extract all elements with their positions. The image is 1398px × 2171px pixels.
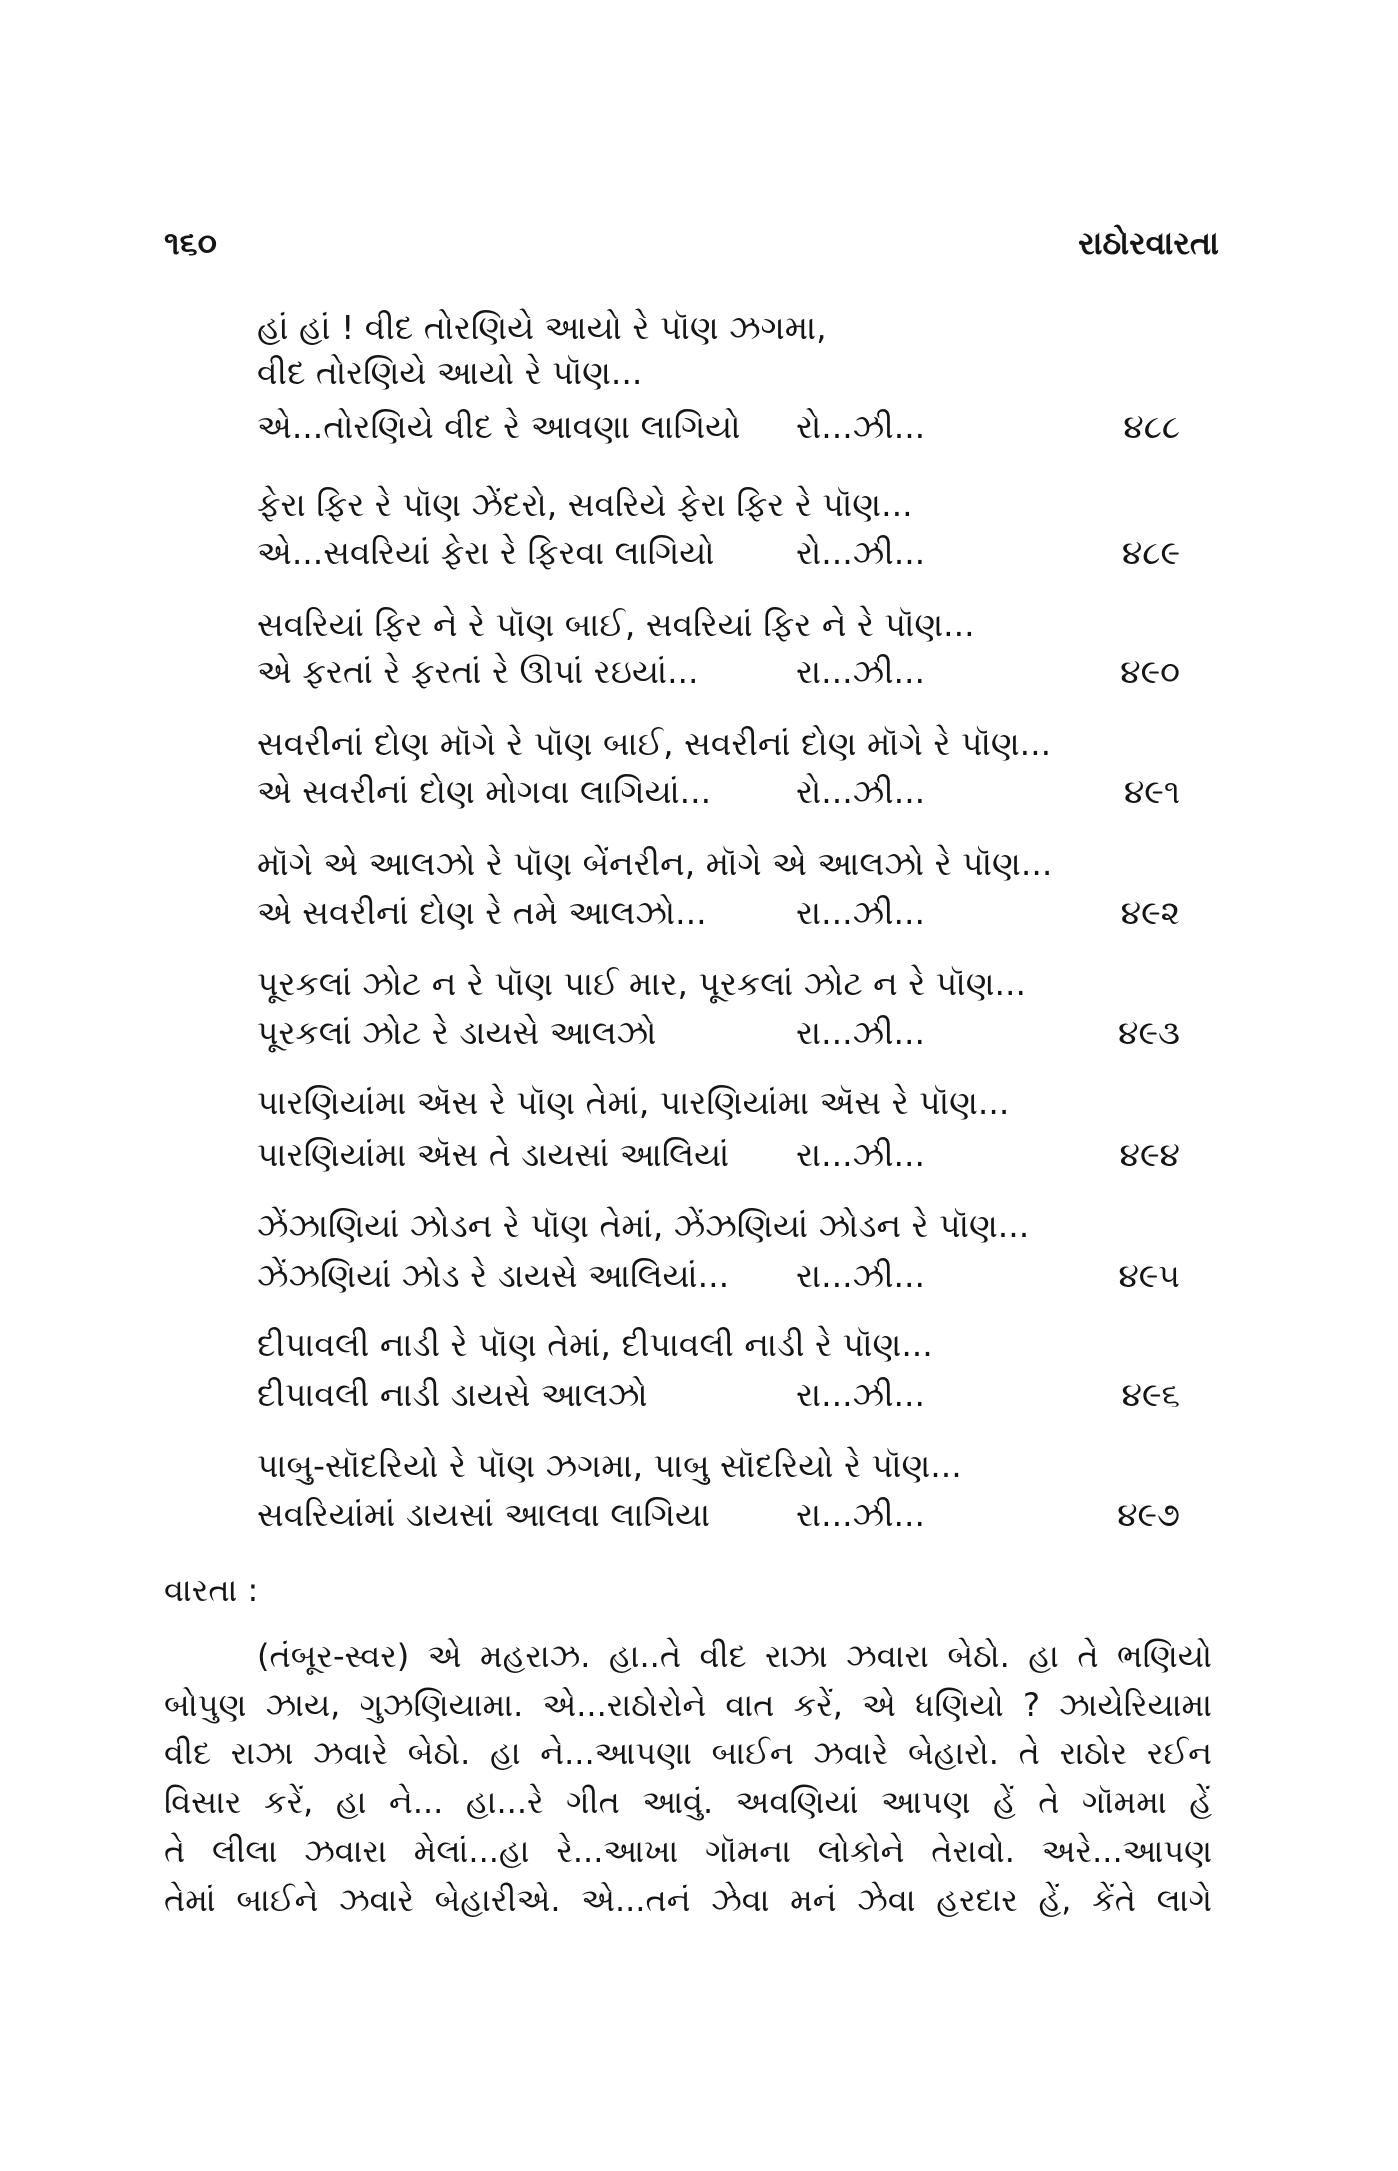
verse-line: એ...સવરિયાં ફેરા રે ફિરવા લાગિયો bbox=[257, 533, 715, 572]
verse-line: એ સવરીનાં દોણ રે તમે આલઝો... bbox=[257, 893, 707, 932]
verse-refrain: રા...ઝી... bbox=[796, 1495, 926, 1534]
prose-line: વીદ રાઝા ઝવારે બેઠો. હા ને...આપણા બાઈન ઝવારે બેહારો. તે રાઠોર રઈન bbox=[164, 1734, 1212, 1772]
verse-line: સવરિયાં ફિર ને રે પૉણ બાઈ, સવરિયાં ફિર ને રે પૉણ... bbox=[257, 605, 975, 644]
prose-line: (તંબૂર-સ્વર) એ મહરાઝ. હા..તે વીદ રાઝા ઝવારા બેઠો. હા તે ભણિયો bbox=[257, 1637, 1212, 1675]
verse-number: ૪૯૦ bbox=[1120, 652, 1180, 691]
verse-line: પૂરકલાં ઝોટ રે ડાયસે આલઝો bbox=[257, 1013, 657, 1052]
verse-line: એ...તોરણિયે વીદ રે આવણા લાગિયો bbox=[257, 407, 741, 446]
verse-number: ૪૯૩ bbox=[1118, 1013, 1180, 1052]
verse-line: હાં હાં ! વીદ તોરણિયે આયો રે પૉણ ઝગમા, bbox=[257, 308, 827, 347]
verse-line: સવરિયાંમાં ડાયસાં આલવા લાગિયા bbox=[257, 1495, 711, 1534]
section-label: વારતા : bbox=[164, 1571, 259, 1609]
verse-line: ઝેંઝાણિયાં ઝોડન રે પૉણ તેમાં, ઝેંઝણિયાં ઝોડન રે પૉણ... bbox=[257, 1206, 1030, 1245]
verse-number: ૪૮૯ bbox=[1121, 533, 1180, 572]
verse-line: એ ફરતાં રે ફરતાં રે ઊપાં રઇયાં... bbox=[257, 652, 699, 691]
verse-refrain: રા...ઝી... bbox=[796, 652, 926, 691]
verse-line: ફેરા ફિર રે પૉણ ઝેંદરો, સવરિયે ફેરા ફિર રે પૉણ... bbox=[257, 485, 913, 524]
page-number: ૧૬૦ bbox=[164, 224, 217, 262]
verse-number: ૪૯૪ bbox=[1119, 1135, 1180, 1174]
verse-line: પાબુ-સૉદરિયો રે પૉણ ઝગમા, પાબુ સૉદરિયો રે પૉણ... bbox=[257, 1446, 962, 1485]
verse-refrain: રા...ઝી... bbox=[796, 1256, 926, 1295]
verse-line: પારણિયાંમા ઍસ રે પૉણ તેમાં, પારણિયાંમા ઍસ રે પૉણ... bbox=[257, 1083, 1010, 1122]
verse-line: સવરીનાં દોણ મૉગે રે પૉણ બાઈ, સવરીનાં દોણ મૉગે રે પૉણ... bbox=[257, 724, 1052, 763]
verse-line: દીપાવલી નાડી ડાયસે આલઝો bbox=[257, 1375, 648, 1414]
verse-number: ૪૯૨ bbox=[1120, 893, 1180, 932]
verse-refrain: રા...ઝી... bbox=[796, 893, 926, 932]
prose-line: વિસાર કરેં, હા ને... હા...રે ગીત આવું. અવણિયાં આપણ હેં તે ગૉમમા હેં bbox=[164, 1783, 1212, 1821]
verse-refrain: રા...ઝી... bbox=[796, 1013, 926, 1052]
verse-line: ઝેંઝણિયાં ઝોડ રે ડાયસે આલિયાં... bbox=[257, 1256, 730, 1295]
prose-line: તે લીલા ઝવારા મેલાં...હા રે...આખા ગૉમના લોકોને તેરાવો. અરે...આપણ bbox=[164, 1832, 1212, 1870]
verse-refrain: રો...ઝી... bbox=[796, 407, 926, 446]
verse-refrain: રા...ઝી... bbox=[796, 1375, 926, 1414]
verse-number: ૪૯૧ bbox=[1123, 772, 1180, 811]
verse-number: ૪૯૬ bbox=[1121, 1375, 1180, 1414]
running-title: રાઠોરવારતા bbox=[1078, 224, 1219, 262]
verse-number: ૪૯૫ bbox=[1118, 1256, 1180, 1295]
verse-number: ૪૮૮ bbox=[1123, 407, 1180, 446]
verse-line: એ સવરીનાં દોણ મોગવા લાગિયાં... bbox=[257, 772, 712, 811]
verse-refrain: રો...ઝી... bbox=[796, 533, 926, 572]
verse-line: દીપાવલી નાડી રે પૉણ તેમાં, દીપાવલી નાડી રે પૉણ... bbox=[257, 1325, 933, 1364]
verse-refrain: રા...ઝી... bbox=[796, 1135, 926, 1174]
prose-line: બોપુણ ઝાય, ગુઝણિયામા. એ...રાઠોરોને વાત કરેં, એ ધણિયો ? ઝાયેરિયામા bbox=[164, 1686, 1212, 1724]
verse-refrain: રો...ઝી... bbox=[796, 772, 926, 811]
prose-line: તેમાં બાઈને ઝવારે બેહારીએ. એ...તનં ઝેવા મનં ઝેવા હરદાર હેં, કેંતે લાગે bbox=[164, 1881, 1212, 1919]
verse-line: વીદ તોરણિયે આયો રે પૉણ... bbox=[257, 353, 643, 392]
verse-line: પૂરકલાં ઝોટ ન રે પૉણ પાઈ માર, પૂરકલાં ઝોટ ન રે પૉણ... bbox=[257, 964, 1026, 1003]
verse-line: પારણિયાંમા ઍસ તે ડાયસાં આલિયાં bbox=[257, 1135, 730, 1174]
verse-number: ૪૯૭ bbox=[1117, 1495, 1180, 1534]
verse-line: મૉગે એ આલઝો રે પૉણ બેંનરીન, મૉગે એ આલઝો રે પૉણ... bbox=[257, 844, 1053, 883]
